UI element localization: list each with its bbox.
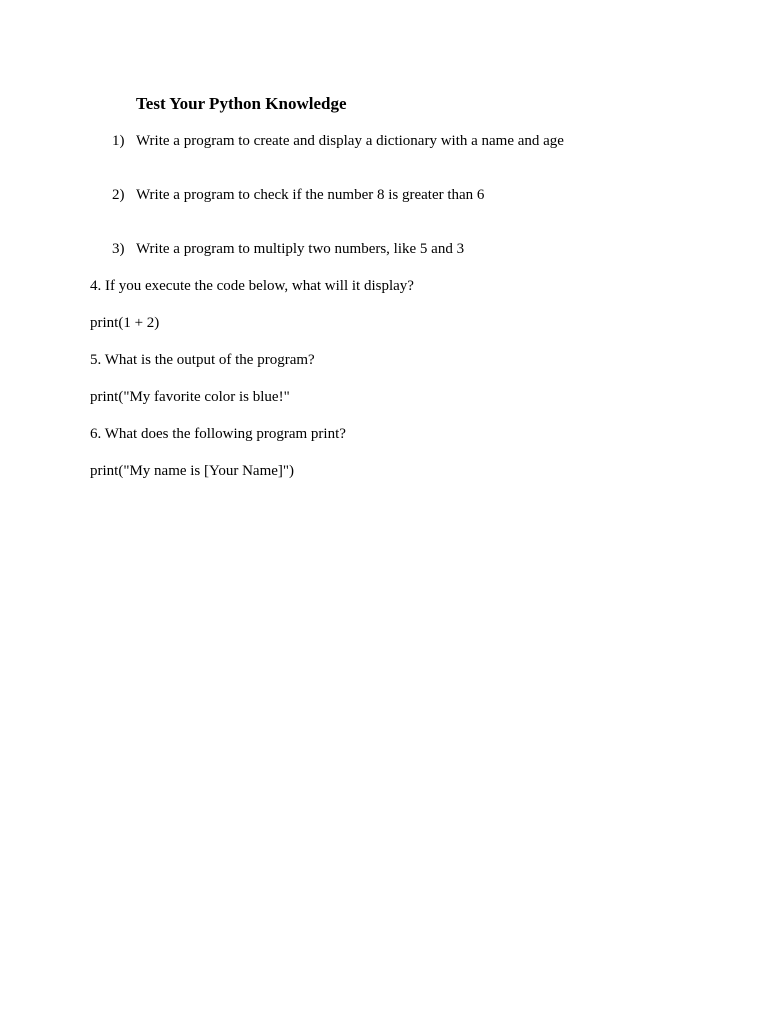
code-snippet-5: print("My favorite color is blue!" bbox=[90, 389, 290, 405]
code-snippet-6: print("My name is [Your Name]") bbox=[90, 463, 295, 479]
numbered-item-3 bbox=[112, 240, 464, 258]
item-text: Write a program to multiply two numbers, like 5 and 3 bbox=[136, 241, 465, 257]
item-text: Write a program to check if the number 8 is greater than 6 bbox=[136, 187, 485, 203]
item-marker: 1) bbox=[112, 133, 125, 149]
item-marker: 2) bbox=[112, 187, 125, 203]
question-6: 6. What does the following program print? bbox=[90, 426, 346, 442]
code-snippet-4: print(1 + 2) bbox=[90, 315, 160, 331]
item-marker: 3) bbox=[112, 241, 125, 257]
question-5: 5. What is the output of the program? bbox=[90, 352, 315, 368]
numbered-item-2 bbox=[112, 186, 484, 204]
document-title: Test Your Python Knowledge bbox=[136, 94, 347, 113]
item-text: Write a program to create and display a dictionary with a name and age bbox=[136, 133, 564, 149]
numbered-item-1 bbox=[112, 132, 564, 150]
question-4: 4. If you execute the code below, what will it display? bbox=[90, 278, 414, 294]
